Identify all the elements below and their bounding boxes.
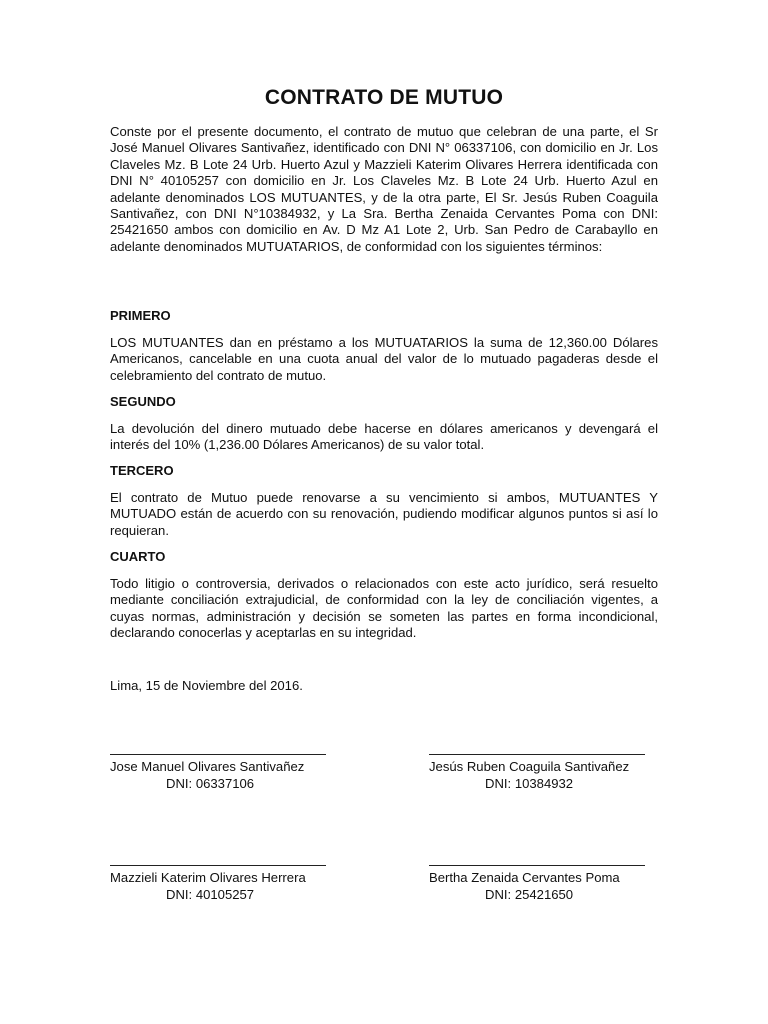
signer-dni: DNI: 25421650 (485, 887, 574, 902)
clause-text-primero: LOS MUTUANTES dan en préstamo a los MUTUATARIOS la suma de 12,360.00 Dólares Americanos, cancelable en una cuota anual del valor de lo mutuado pagaderas desde el celebramiento del contrato de mutuo. (110, 335, 658, 383)
clause-heading-primero: PRIMERO (110, 308, 171, 323)
signature-block (110, 754, 350, 792)
signature-block (110, 865, 350, 903)
signature-line (110, 754, 326, 755)
clause-heading-segundo: SEGUNDO (110, 394, 176, 409)
signature-line (429, 865, 645, 866)
clause-heading-tercero: TERCERO (110, 463, 174, 478)
signature-block (429, 754, 669, 792)
signer-name: Bertha Zenaida Cervantes Poma (429, 870, 620, 885)
document-title: CONTRATO DE MUTUO (264, 86, 504, 109)
clause-heading-cuarto: CUARTO (110, 549, 166, 564)
signer-dni: DNI: 40105257 (166, 887, 255, 902)
signature-line (110, 865, 326, 866)
clause-text-cuarto: Todo litigio o controversia, derivados o relacionados con este acto jurídico, será resuelto mediante conciliación extrajudicial, de conformidad con la ley de conciliación vigentes, a cuyas normas, administración y decisión se someten las partes en forma incondicional, declarando conocerlas y aceptarlas en su integridad. (110, 576, 658, 641)
signer-dni: DNI: 10384932 (485, 776, 574, 791)
signer-name: Jose Manuel Olivares Santivañez (110, 759, 305, 774)
signature-block (429, 865, 669, 903)
signer-dni: DNI: 06337106 (166, 776, 255, 791)
signer-name: Mazzieli Katerim Olivares Herrera (110, 870, 306, 885)
date-line: Lima, 15 de Noviembre del 2016. (110, 678, 303, 693)
clause-text-segundo: La devolución del dinero mutuado debe hacerse en dólares americanos y devengará el interés del 10% (1,236.00 Dólares Americanos) de su valor total. (110, 421, 658, 453)
signer-name: Jesús Ruben Coaguila Santivañez (429, 759, 630, 774)
clause-text-tercero: El contrato de Mutuo puede renovarse a su vencimiento si ambos, MUTUANTES Y MUTUADO están de acuerdo con su renovación, pudiendo modificar algunos puntos si así lo requieran. (110, 490, 658, 538)
signature-line (429, 754, 645, 755)
intro-paragraph: Conste por el presente documento, el contrato de mutuo que celebran de una parte, el Sr José Manuel Olivares Santivañez, identificado con DNI N° 06337106, con domicilio en Jr. Los Claveles Mz. B Lote 24 Urb. Huerto Azul y Mazzieli Katerim Olivares Herrera identificada con DNI N° 40105257 con domicilio en Jr. Los Claveles Mz. B Lote 24 Urb. Huerto Azul en adelante denominados LOS MUTUANTES, y de la otra parte, El Sr. Jesús Ruben Coaguila Santivañez, con DNI N°10384932, y La Sra. Bertha Zenaida Cervantes Poma con DNI: 25421650 ambos con domicilio en Av. D Mz A1 Lote 2, Urb. San Pedro de Carabayllo en adelante denominados MUTUATARIOS, de conformidad con los siguientes términos: (110, 124, 658, 254)
